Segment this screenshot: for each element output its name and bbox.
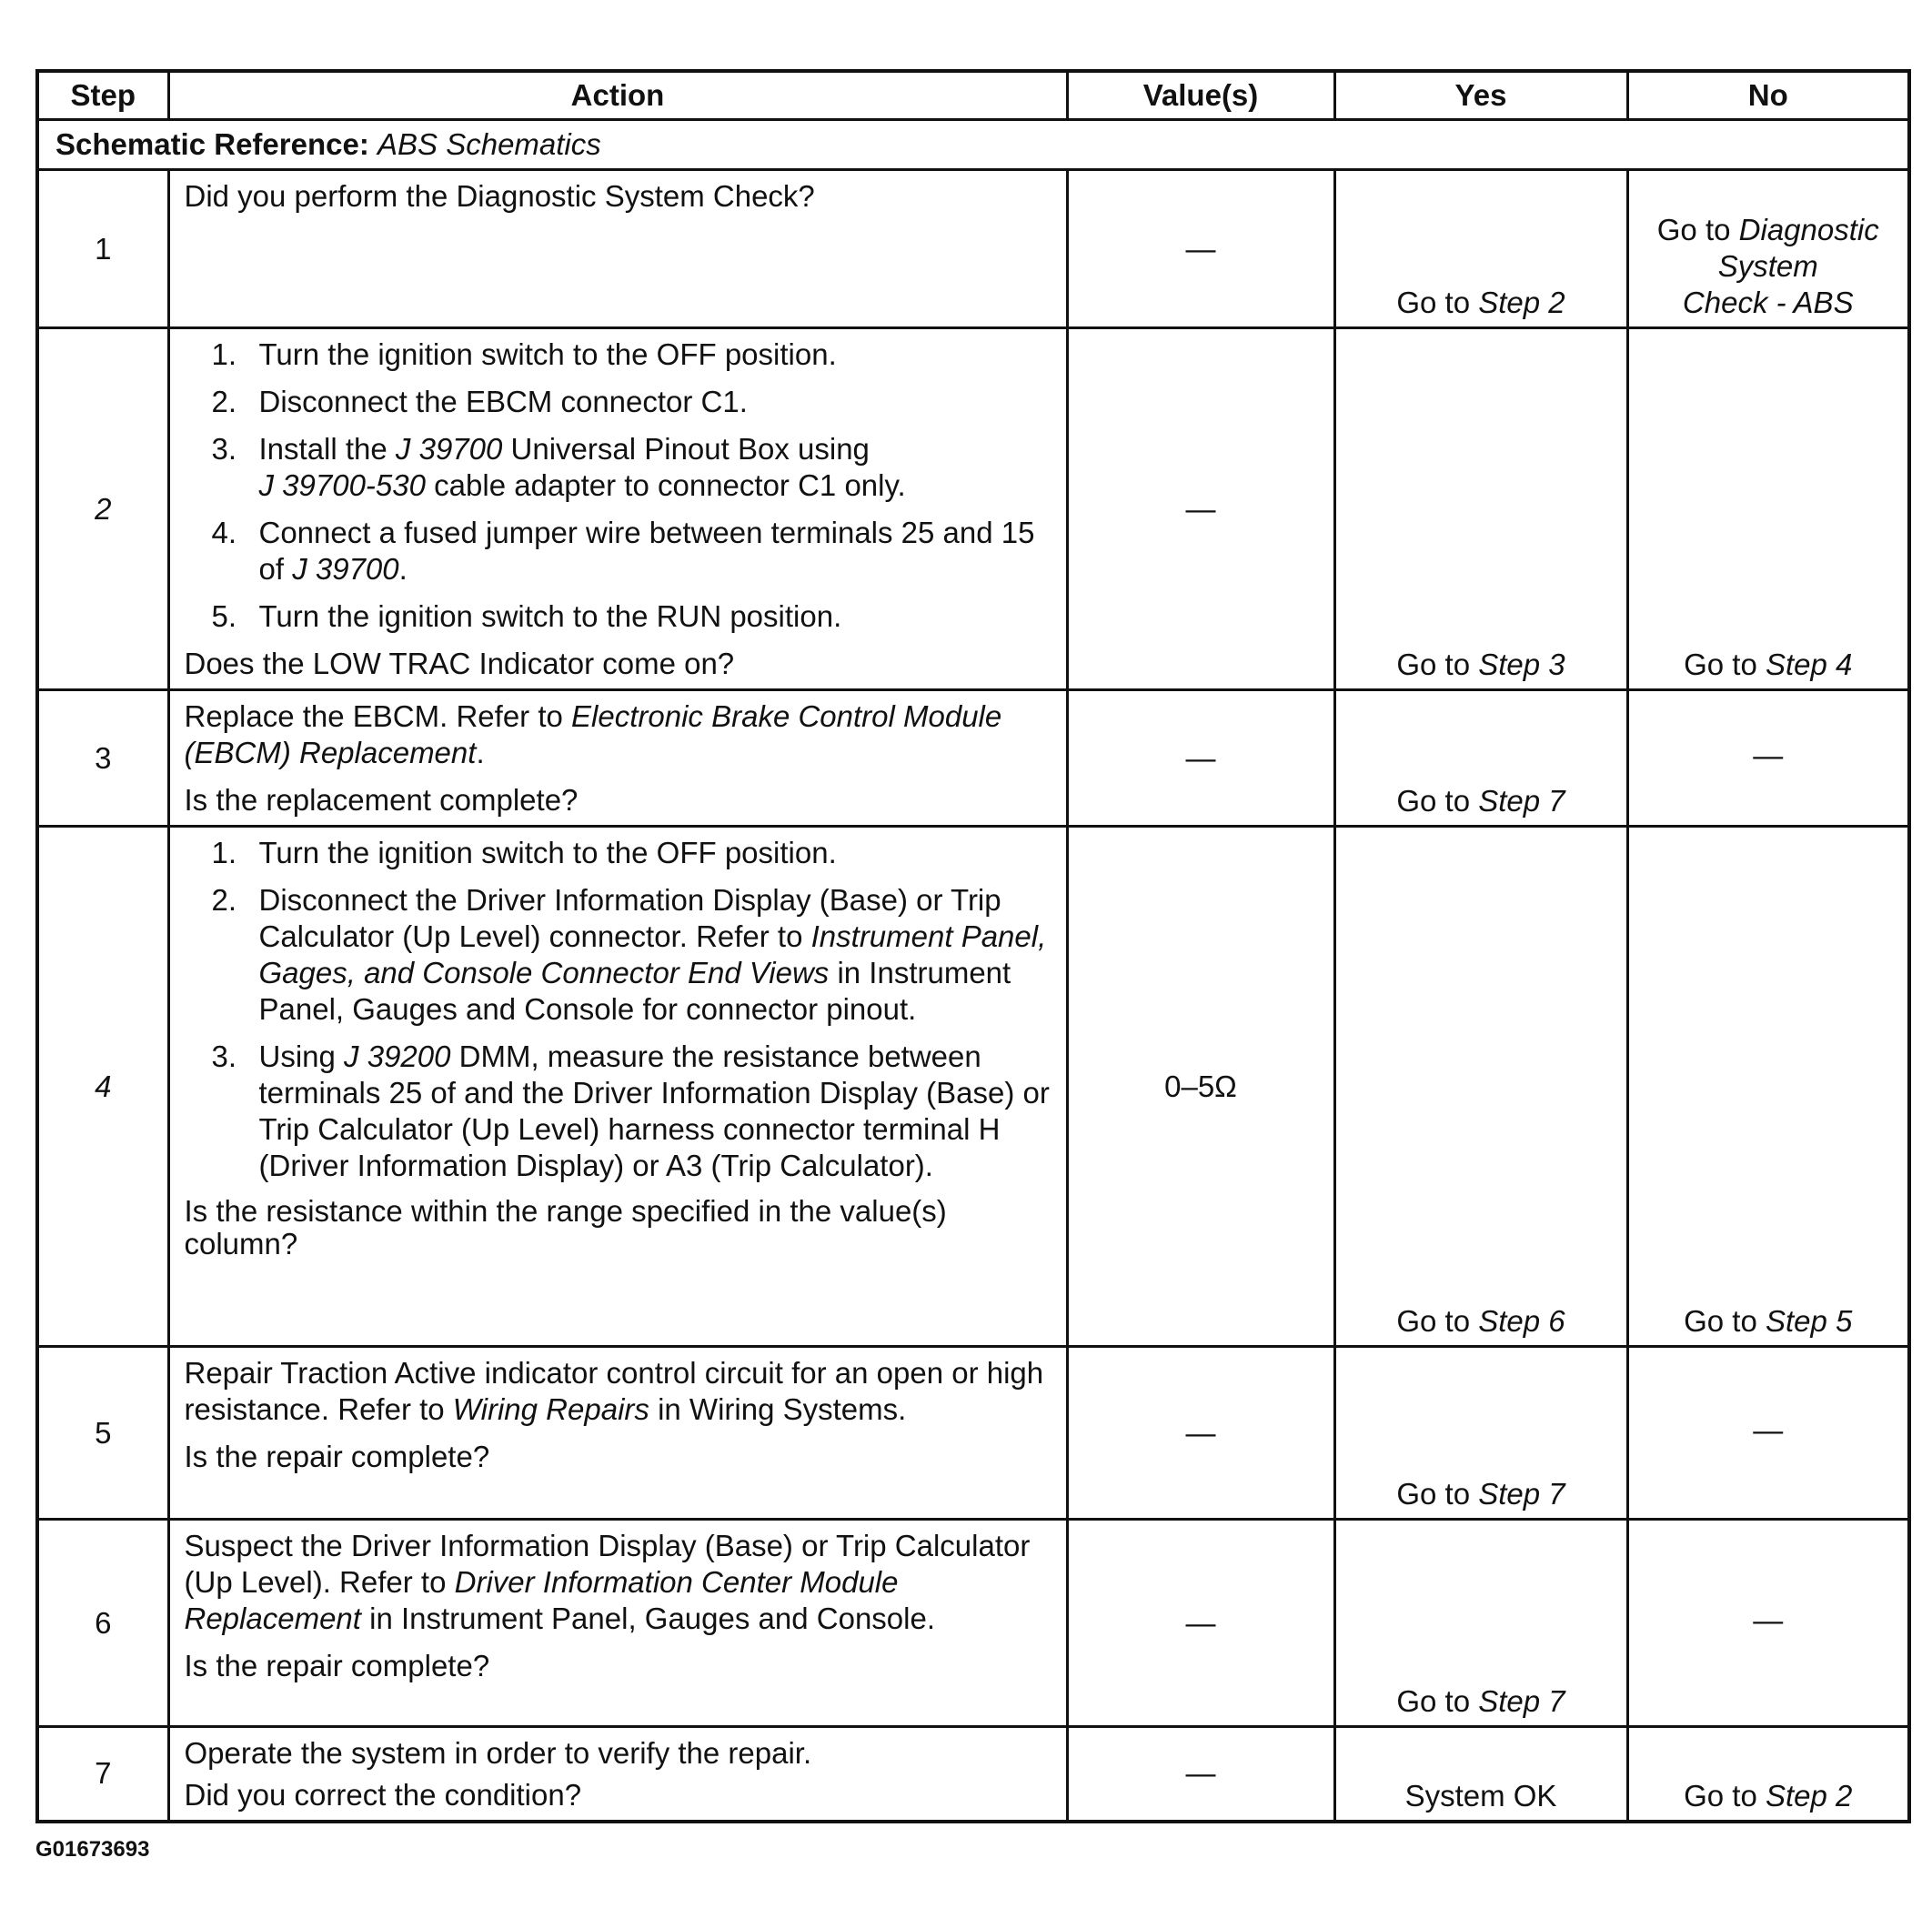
step-number: 5 bbox=[37, 1347, 168, 1520]
action-step: 1. Turn the ignition switch to the OFF position. bbox=[211, 836, 837, 869]
yes-cell bbox=[1334, 1520, 1627, 1727]
yes-cell bbox=[1334, 170, 1627, 328]
action-text: Replace the EBCM. Refer to Electronic Brake Control Module (EBCM) Replacement. bbox=[184, 699, 1002, 769]
yes-prefix: Go to bbox=[1396, 1304, 1471, 1338]
step-number: 3 bbox=[37, 690, 168, 827]
no-link-line1: Diagnostic bbox=[1738, 213, 1879, 246]
header-action: Action bbox=[168, 71, 1067, 120]
no-cell: — bbox=[1627, 690, 1909, 827]
action-step: 3. Using J 39200 DMM, measure the resistance between terminals 25 of and the Driver Information Display (Base) or Trip Calculator (Up Level) harness connector terminal H (Driver Information Display) or A3 (Trip Calculator). bbox=[211, 1039, 1050, 1182]
action-cell bbox=[168, 1520, 1067, 1727]
schematic-reference-row bbox=[37, 120, 1909, 170]
action-question: Does the LOW TRAC Indicator come on? bbox=[184, 647, 735, 680]
header-row bbox=[37, 71, 1909, 120]
yes-cell bbox=[1334, 328, 1627, 690]
no-link-line3: Check - ABS bbox=[1682, 286, 1854, 319]
value-cell: 0–5Ω bbox=[1067, 827, 1334, 1347]
table-row bbox=[37, 1727, 1909, 1822]
table-row bbox=[37, 827, 1909, 1347]
table-row bbox=[37, 690, 1909, 827]
doc-ref: Electronic Brake Control Module (EBCM) Replacement bbox=[184, 699, 1002, 769]
no-prefix: Go to bbox=[1684, 1778, 1757, 1813]
yes-link: Step 7 bbox=[1478, 784, 1565, 818]
action-steps bbox=[185, 336, 1052, 635]
action-steps bbox=[185, 835, 1052, 1184]
no-prefix: Go to bbox=[1684, 1304, 1757, 1338]
yes-prefix: Go to bbox=[1396, 1477, 1471, 1511]
action-step: 1. Turn the ignition switch to the OFF position. bbox=[211, 337, 837, 371]
doc-ref: Instrument Panel, Gages, and Console Connector End Views bbox=[258, 919, 1047, 989]
no-link: Step 4 bbox=[1765, 648, 1853, 681]
action-cell bbox=[168, 1347, 1067, 1520]
schematic-reference-label: Schematic Reference: bbox=[55, 127, 369, 161]
action-cell bbox=[168, 328, 1067, 690]
yes-link: Step 7 bbox=[1478, 1684, 1565, 1718]
action-cell bbox=[168, 170, 1067, 328]
no-link: Step 5 bbox=[1765, 1304, 1853, 1338]
value-cell: — bbox=[1067, 690, 1334, 827]
value-cell: — bbox=[1067, 328, 1334, 690]
yes-cell bbox=[1334, 690, 1627, 827]
yes-prefix: Go to bbox=[1396, 1684, 1471, 1718]
action-text: Operate the system in order to verify the repair. bbox=[184, 1736, 812, 1770]
action-cell bbox=[168, 827, 1067, 1347]
no-link-line2: System bbox=[1717, 249, 1818, 283]
doc-ref: Driver Information Center Module Replacement bbox=[184, 1565, 899, 1635]
action-step: 4. Connect a fused jumper wire between terminals 25 and 15 of J 39700. bbox=[211, 516, 1035, 586]
yes-link: Step 2 bbox=[1478, 286, 1565, 319]
no-cell: — bbox=[1627, 1347, 1909, 1520]
action-question: Is the repair complete? bbox=[184, 1649, 490, 1682]
no-cell bbox=[1627, 328, 1909, 690]
value-cell: — bbox=[1067, 1520, 1334, 1727]
action-cell bbox=[168, 690, 1067, 827]
doc-ref: Wiring Repairs bbox=[452, 1392, 649, 1426]
tool-ref: J 39700-530 bbox=[258, 468, 426, 502]
value-cell: — bbox=[1067, 1727, 1334, 1822]
yes-link: Step 7 bbox=[1478, 1477, 1565, 1511]
step-number: 6 bbox=[37, 1520, 168, 1727]
table-row bbox=[37, 170, 1909, 328]
no-prefix: Go to bbox=[1656, 213, 1731, 246]
no-prefix: Go to bbox=[1684, 648, 1757, 681]
yes-prefix: Go to bbox=[1396, 286, 1471, 319]
yes-cell bbox=[1334, 827, 1627, 1347]
table-row bbox=[37, 1520, 1909, 1727]
yes-prefix: Go to bbox=[1396, 648, 1471, 681]
header-values: Value(s) bbox=[1067, 71, 1334, 120]
tool-ref: J 39700 bbox=[395, 432, 503, 466]
yes-link: Step 3 bbox=[1478, 648, 1565, 681]
action-question: Is the resistance within the range specified in the value(s) column? bbox=[184, 1194, 947, 1260]
action-question: Did you perform the Diagnostic System Check? bbox=[184, 179, 815, 213]
step-number: 2 bbox=[37, 328, 168, 690]
header-yes: Yes bbox=[1334, 71, 1627, 120]
yes-cell: System OK bbox=[1334, 1727, 1627, 1822]
tool-ref: J 39200 bbox=[344, 1039, 451, 1073]
figure-id: G01673693 bbox=[35, 1837, 150, 1862]
value-cell: — bbox=[1067, 170, 1334, 328]
tool-ref: J 39700 bbox=[292, 552, 399, 586]
action-text: Repair Traction Active indicator control circuit for an open or high resistance. Refer to Wiring Repairs in Wiring Systems. bbox=[184, 1356, 1044, 1426]
step-number: 7 bbox=[37, 1727, 168, 1822]
action-step: 5. Turn the ignition switch to the RUN position. bbox=[211, 599, 842, 633]
no-cell bbox=[1627, 1727, 1909, 1822]
action-step: 2. Disconnect the Driver Information Display (Base) or Trip Calculator (Up Level) connector. Refer to Instrument Panel, Gages, and Console Connector End Views in Instrument Panel, Gauges and Console for connector pinout. bbox=[211, 883, 1047, 1026]
yes-prefix: Go to bbox=[1396, 784, 1471, 818]
no-cell: — bbox=[1627, 1520, 1909, 1727]
step-number: 1 bbox=[37, 170, 168, 328]
no-cell bbox=[1627, 170, 1909, 328]
step-number: 4 bbox=[37, 827, 168, 1347]
yes-cell bbox=[1334, 1347, 1627, 1520]
no-link: Step 2 bbox=[1765, 1778, 1853, 1813]
schematic-reference bbox=[37, 120, 1909, 170]
action-question: Is the replacement complete? bbox=[184, 783, 579, 817]
table-row bbox=[37, 1347, 1909, 1520]
action-step: 2. Disconnect the EBCM connector C1. bbox=[211, 385, 748, 418]
table-row bbox=[37, 328, 1909, 690]
action-cell bbox=[168, 1727, 1067, 1822]
action-question: Is the repair complete? bbox=[184, 1440, 490, 1473]
header-step: Step bbox=[37, 71, 168, 120]
yes-link: Step 6 bbox=[1478, 1304, 1565, 1338]
no-cell bbox=[1627, 827, 1909, 1347]
diagnostic-table bbox=[35, 69, 1911, 1823]
value-cell: — bbox=[1067, 1347, 1334, 1520]
action-text: Suspect the Driver Information Display (Base) or Trip Calculator (Up Level). Refer to Driver Information Center Module Replacement in Instrument Panel, Gauges and Console. bbox=[184, 1529, 1031, 1635]
schematic-reference-link: ABS Schematics bbox=[377, 127, 601, 161]
action-step: 3. Install the J 39700 Universal Pinout Box using J 39700-530 cable adapter to connector C1 only. bbox=[211, 432, 906, 502]
action-question: Did you correct the condition? bbox=[184, 1778, 582, 1812]
header-no: No bbox=[1627, 71, 1909, 120]
